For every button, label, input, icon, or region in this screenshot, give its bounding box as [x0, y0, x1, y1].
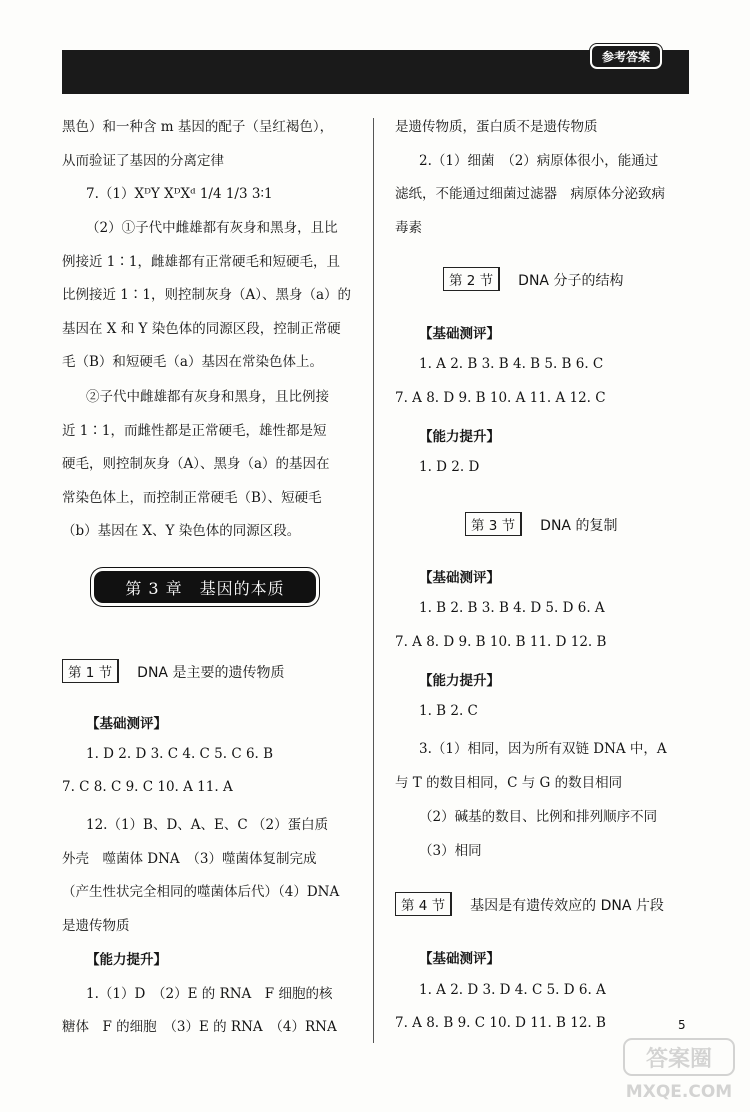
answer-line: 3.（1）相同，因为所有双链 DNA 中，A — [419, 741, 667, 757]
section-number: 第 1 节 — [62, 659, 119, 683]
text-line: 近 1∶1，而雌性都是正常硬毛，雄性都是短 — [62, 423, 327, 439]
answer-line: 糖体 F 的细胞 （3）E 的 RNA （4）RNA — [62, 1019, 337, 1035]
column-divider — [373, 118, 374, 1043]
answer-line: 1. D 2. D 3. C 4. C 5. C 6. B — [86, 746, 274, 762]
label-jichu: 【基础测评】 — [419, 570, 500, 586]
answer-line: 7. A 8. B 9. C 10. D 11. B 12. B — [395, 1015, 606, 1031]
section-heading — [62, 659, 284, 683]
text-line: 毛（B）和短硬毛（a）基因在常染色体上。 — [62, 354, 323, 370]
section-title: 基因是有遗传效应的 DNA 片段 — [470, 898, 664, 914]
text-line: 7.（1）XᴰY XᴰXᵈ 1/4 1/3 3∶1 — [86, 186, 273, 202]
section-number: 第 2 节 — [443, 267, 500, 291]
answer-line: （3）相同 — [419, 843, 482, 859]
text-line: 是遗传物质，蛋白质不是遗传物质 — [395, 119, 598, 135]
page-number: 5 — [678, 1018, 686, 1032]
text-line: 黑色）和一种含 m 基因的配子（呈红褐色）， — [62, 119, 334, 135]
answer-line: 1.（1）D （2）E 的 RNA F 细胞的核 — [86, 986, 333, 1002]
section-title: DNA 的复制 — [540, 518, 618, 534]
label-jichu: 【基础测评】 — [419, 951, 500, 967]
answer-line: （产生性状完全相同的噬菌体后代）（4）DNA — [62, 884, 340, 900]
text-line: 硬毛，则控制灰身（A）、黑身（a）的基因在 — [62, 456, 330, 472]
text-line: （b）基因在 X、Y 染色体的同源区段。 — [62, 523, 301, 539]
answer-line: 1. D 2. D — [419, 459, 480, 475]
answer-line: 1. B 2. C — [419, 703, 478, 719]
chapter-title: 第 3 章 基因的本质 — [94, 571, 316, 603]
text-line: 滤纸，不能通过细菌过滤器 病原体分泌致病 — [395, 186, 665, 202]
answer-line: 外壳 噬菌体 DNA （3）噬菌体复制完成 — [62, 851, 317, 867]
text-line: 毒素 — [395, 220, 422, 236]
label-jichu: 【基础测评】 — [419, 326, 500, 342]
section-heading — [443, 267, 623, 291]
section-title: DNA 是主要的遗传物质 — [137, 665, 285, 681]
answer-line: 7. C 8. C 9. C 10. A 11. A — [62, 779, 233, 795]
answer-line: 12.（1）B、D、A、E、C （2）蛋白质 — [86, 817, 329, 833]
section-heading — [395, 892, 664, 916]
section-number: 第 3 节 — [465, 512, 522, 536]
text-line: 常染色体上，而控制正常硬毛（B）、短硬毛 — [62, 490, 322, 506]
answer-line: 7. A 8. D 9. B 10. B 11. D 12. B — [395, 634, 607, 650]
section-number: 第 4 节 — [395, 892, 452, 916]
label-nengli: 【能力提升】 — [86, 952, 167, 968]
answer-line: （2）碱基的数目、比例和排列顺序不同 — [419, 809, 658, 825]
label-nengli: 【能力提升】 — [419, 429, 500, 445]
text-line: 基因在 X 和 Y 染色体的同源区段，控制正常硬 — [62, 321, 341, 337]
label-jichu: 【基础测评】 — [86, 716, 167, 732]
answer-line: 1. A 2. B 3. B 4. B 5. B 6. C — [419, 356, 604, 372]
text-line: ②子代中雌雄都有灰身和黑身，且比例接 — [86, 389, 329, 405]
answer-line: 1. B 2. B 3. B 4. D 5. D 6. A — [419, 600, 605, 616]
answer-line: 是遗传物质 — [62, 918, 130, 934]
label-nengli: 【能力提升】 — [419, 673, 500, 689]
header-badge: 参考答案 — [590, 44, 662, 69]
text-line: 从而验证了基因的分离定律 — [62, 153, 224, 169]
text-line: （2）①子代中雌雄都有灰身和黑身，且比 — [86, 220, 338, 236]
answer-line: 1. A 2. D 3. D 4. C 5. D 6. A — [419, 982, 606, 998]
section-heading — [465, 512, 617, 536]
watermark-logo — [620, 1035, 738, 1105]
text-line: 比例接近 1∶1，则控制灰身（A）、黑身（a）的 — [62, 287, 352, 303]
text-line: 2.（1）细菌 （2）病原体很小，能通过 — [419, 153, 659, 169]
section-title: DNA 分子的结构 — [518, 273, 624, 289]
watermark-text: 答案圈 — [645, 1047, 713, 1072]
answer-line: 与 T 的数目相同，C 与 G 的数目相同 — [395, 775, 623, 791]
text-line: 例接近 1∶1，雌雄都有正常硬毛和短硬毛，且 — [62, 254, 340, 270]
watermark-url: MXQE.COM — [625, 1082, 733, 1102]
answer-line: 7. A 8. D 9. B 10. A 11. A 12. C — [395, 390, 606, 406]
